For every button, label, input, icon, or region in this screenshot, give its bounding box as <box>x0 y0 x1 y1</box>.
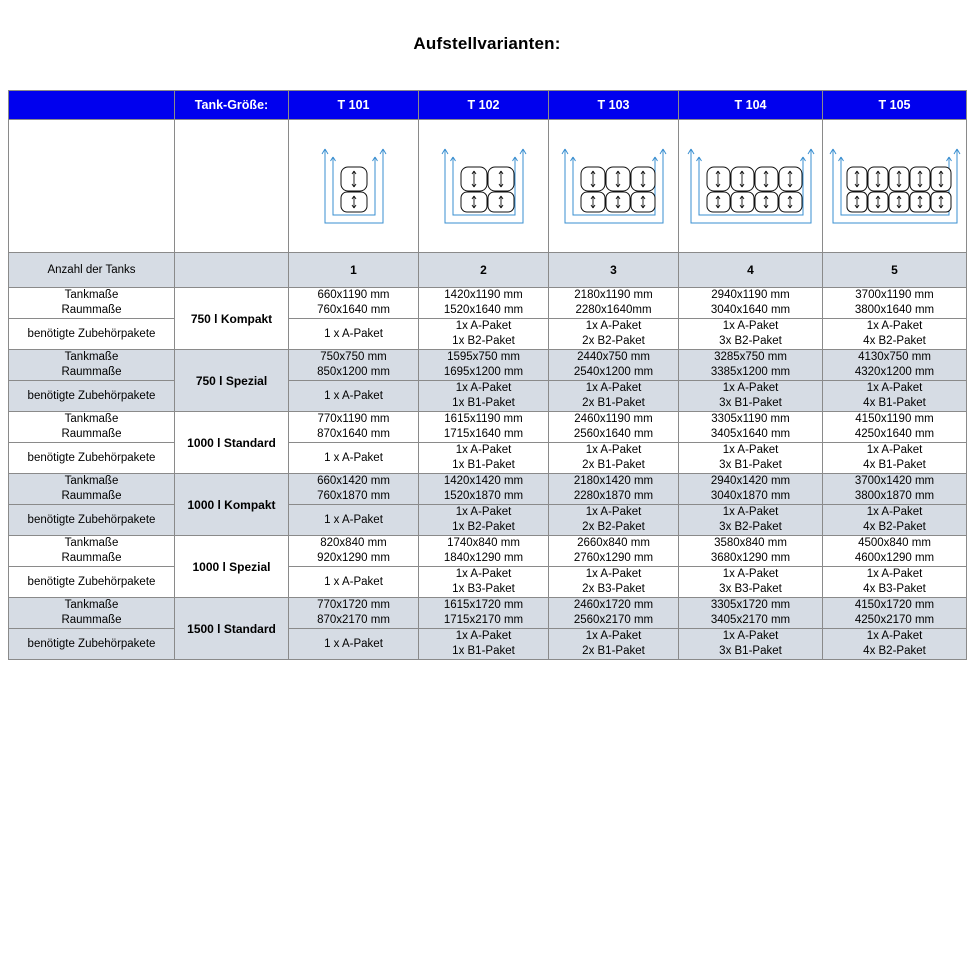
room-dim: 1520x1640 mm <box>443 304 524 316</box>
dim-cell-g4-c0 <box>289 536 419 567</box>
dim-cell-g1-c0 <box>289 350 419 381</box>
diagram-cell-t101 <box>289 120 419 253</box>
group-name-5: 1500 l Standard <box>175 598 289 660</box>
room-dim: 4600x1290 mm <box>854 552 935 564</box>
pkg-line2: 4x B2-Paket <box>863 645 926 657</box>
dim-cell-g3-c1 <box>419 474 549 505</box>
tank-dim: 3700x1190 mm <box>855 289 934 301</box>
dim-cell-g3-c2 <box>549 474 679 505</box>
pkg-cell-g3-c4 <box>823 505 967 536</box>
pkg-cell-g1-c3 <box>679 381 823 412</box>
pkg-cell-g1-c1 <box>419 381 549 412</box>
dim-cell-g0-c0 <box>289 288 419 319</box>
dim-cell-g2-c4 <box>823 412 967 443</box>
pkg-cell-g4-c2 <box>549 567 679 598</box>
tank-dim: 750x750 mm <box>320 351 387 363</box>
group-name-2: 1000 l Standard <box>175 412 289 474</box>
pkg-cell-g4-c4 <box>823 567 967 598</box>
pkg-line1: 1 x A-Paket <box>324 637 383 650</box>
tank-dim: 4130x750 mm <box>858 351 931 363</box>
dimensions-row-group1 <box>9 350 967 381</box>
tank-dim: 3305x1720 mm <box>710 599 791 611</box>
dim-cell-g5-c2 <box>549 598 679 629</box>
pkg-line1: 1x A-Paket <box>585 506 642 518</box>
pkg-cell-g2-c0 <box>289 443 419 474</box>
diagram-empty-cell-left <box>9 120 175 253</box>
pkg-cell-g3-c1 <box>419 505 549 536</box>
pkg-line1: 1x A-Paket <box>866 506 923 518</box>
tank-dim: 3580x840 mm <box>714 537 787 549</box>
pkg-line2: 4x B1-Paket <box>863 397 926 409</box>
tank-dim: 770x1720 mm <box>317 599 390 611</box>
tank-layout-diagram-4 <box>681 131 821 241</box>
row-label-packages-group4: benötigte Zubehörpakete <box>9 567 175 598</box>
dim-cell-g4-c2 <box>549 536 679 567</box>
tank-count-t102: 2 <box>419 253 549 288</box>
pkg-line1: 1 x A-Paket <box>324 451 383 464</box>
pkg-line2: 3x B1-Paket <box>719 459 782 471</box>
pkg-line1: 1 x A-Paket <box>324 389 383 402</box>
pkg-line2: 2x B2-Paket <box>582 521 645 533</box>
label-raummasse: Raummaße <box>61 614 122 626</box>
pkg-cell-g2-c3 <box>679 443 823 474</box>
group-name-3: 1000 l Kompakt <box>175 474 289 536</box>
pkg-line1: 1x A-Paket <box>455 506 512 518</box>
pkg-line1: 1x A-Paket <box>722 382 779 394</box>
packages-row-group4 <box>9 567 967 598</box>
tank-count-t104: 4 <box>679 253 823 288</box>
pkg-line1: 1x A-Paket <box>455 444 512 456</box>
dim-cell-g2-c3 <box>679 412 823 443</box>
room-dim: 2760x1290 mm <box>573 552 654 564</box>
packages-row-group2 <box>9 443 967 474</box>
tank-dim: 2180x1190 mm <box>574 289 653 301</box>
packages-row-group0 <box>9 319 967 350</box>
pkg-line1: 1x A-Paket <box>866 568 923 580</box>
dim-cell-g5-c0 <box>289 598 419 629</box>
table-header <box>9 91 967 120</box>
pkg-line1: 1x A-Paket <box>585 320 642 332</box>
diagram-cell-t103 <box>549 120 679 253</box>
pkg-line1: 1x A-Paket <box>722 506 779 518</box>
pkg-line2: 3x B1-Paket <box>719 645 782 657</box>
dim-cell-g5-c4 <box>823 598 967 629</box>
tank-dim: 2440x750 mm <box>577 351 650 363</box>
dim-cell-g0-c4 <box>823 288 967 319</box>
pkg-line2: 1x B1-Paket <box>452 459 515 471</box>
pkg-line1: 1x A-Paket <box>866 320 923 332</box>
pkg-line1: 1x A-Paket <box>722 630 779 642</box>
dim-cell-g4-c4 <box>823 536 967 567</box>
page-title: Aufstellvarianten: <box>413 34 561 53</box>
label-tankmasse: Tankmaße <box>64 599 119 611</box>
packages-row-group1 <box>9 381 967 412</box>
room-dim: 2280x1870 mm <box>573 490 654 502</box>
tank-dim: 770x1190 mm <box>317 413 390 425</box>
header-tank-size: Tank-Größe: <box>175 91 289 120</box>
diagram-cell-t105 <box>823 120 967 253</box>
dim-cell-g0-c2 <box>549 288 679 319</box>
pkg-line1: 1 x A-Paket <box>324 513 383 526</box>
pkg-line2: 3x B1-Paket <box>719 397 782 409</box>
pkg-line2: 1x B2-Paket <box>452 335 515 347</box>
diagram-cell-t104 <box>679 120 823 253</box>
pkg-cell-g5-c3 <box>679 629 823 660</box>
label-raummasse: Raummaße <box>61 366 122 378</box>
pkg-line1: 1x A-Paket <box>866 382 923 394</box>
tank-count-label: Anzahl der Tanks <box>9 253 175 288</box>
room-dim: 3680x1290 mm <box>710 552 791 564</box>
room-dim: 3385x1200 mm <box>710 366 791 378</box>
label-tankmasse: Tankmaße <box>64 289 119 301</box>
room-dim: 3800x1640 mm <box>854 304 935 316</box>
room-dim: 2540x1200 mm <box>573 366 654 378</box>
group-name-0: 750 l Kompakt <box>175 288 289 350</box>
header-column-t103: T 103 <box>549 91 679 120</box>
pkg-cell-g5-c2 <box>549 629 679 660</box>
label-tankmasse: Tankmaße <box>64 475 119 487</box>
pkg-line2: 1x B2-Paket <box>452 521 515 533</box>
pkg-cell-g3-c3 <box>679 505 823 536</box>
pkg-cell-g3-c0 <box>289 505 419 536</box>
room-dim: 870x1640 mm <box>317 428 390 440</box>
row-label-packages-group0: benötigte Zubehörpakete <box>9 319 175 350</box>
dim-cell-g3-c4 <box>823 474 967 505</box>
dim-cell-g2-c0 <box>289 412 419 443</box>
pkg-line2: 4x B2-Paket <box>863 521 926 533</box>
tank-layout-diagram-1 <box>295 131 413 241</box>
group-name-4: 1000 l Spezial <box>175 536 289 598</box>
table-body <box>9 120 967 660</box>
diagram-cell-t102 <box>419 120 549 253</box>
dimensions-row-group0 <box>9 288 967 319</box>
pkg-cell-g2-c4 <box>823 443 967 474</box>
room-dim: 1840x1290 mm <box>443 552 524 564</box>
tank-dim: 2940x1420 mm <box>710 475 791 487</box>
room-dim: 1695x1200 mm <box>443 366 524 378</box>
label-raummasse: Raummaße <box>61 490 122 502</box>
tank-dim: 4500x840 mm <box>858 537 931 549</box>
diagram-empty-cell-size <box>175 120 289 253</box>
room-dim: 4320x1200 mm <box>854 366 935 378</box>
room-dim: 3800x1870 mm <box>854 490 935 502</box>
dim-cell-g3-c0 <box>289 474 419 505</box>
tank-dim: 1615x1720 mm <box>443 599 524 611</box>
tank-dim: 660x1190 mm <box>317 289 390 301</box>
pkg-line2: 4x B2-Paket <box>863 335 926 347</box>
room-dim: 850x1200 mm <box>317 366 390 378</box>
row-label-dimensions-group5 <box>9 598 175 629</box>
dim-cell-g0-c1 <box>419 288 549 319</box>
pkg-line1: 1x A-Paket <box>585 444 642 456</box>
pkg-cell-g4-c1 <box>419 567 549 598</box>
pkg-line2: 2x B1-Paket <box>582 459 645 471</box>
tank-dim: 1740x840 mm <box>447 537 520 549</box>
header-row <box>9 91 967 120</box>
room-dim: 1520x1870 mm <box>443 490 524 502</box>
row-label-dimensions-group3 <box>9 474 175 505</box>
pkg-line1: 1 x A-Paket <box>324 327 383 340</box>
room-dim: 1715x2170 mm <box>443 614 524 626</box>
tank-count-size-blank <box>175 253 289 288</box>
dimensions-row-group4 <box>9 536 967 567</box>
tank-dim: 2460x1190 mm <box>574 413 653 425</box>
tank-count-t103: 3 <box>549 253 679 288</box>
room-dim: 4250x1640 mm <box>854 428 935 440</box>
row-label-packages-group3: benötigte Zubehörpakete <box>9 505 175 536</box>
dim-cell-g1-c1 <box>419 350 549 381</box>
pkg-line2: 2x B3-Paket <box>582 583 645 595</box>
diagram-row <box>9 120 967 253</box>
label-tankmasse: Tankmaße <box>64 413 119 425</box>
pkg-cell-g2-c2 <box>549 443 679 474</box>
pkg-cell-g4-c3 <box>679 567 823 598</box>
label-raummasse: Raummaße <box>61 304 122 316</box>
pkg-line1: 1x A-Paket <box>866 444 923 456</box>
row-label-dimensions-group4 <box>9 536 175 567</box>
room-dim: 1715x1640 mm <box>443 428 524 440</box>
room-dim: 2560x2170 mm <box>573 614 654 626</box>
pkg-line2: 2x B1-Paket <box>582 397 645 409</box>
pkg-line2: 3x B3-Paket <box>719 583 782 595</box>
dim-cell-g5-c1 <box>419 598 549 629</box>
dim-cell-g2-c2 <box>549 412 679 443</box>
tank-dim: 2940x1190 mm <box>711 289 790 301</box>
pkg-line2: 3x B2-Paket <box>719 335 782 347</box>
dim-cell-g4-c1 <box>419 536 549 567</box>
tank-dim: 1420x1420 mm <box>443 475 524 487</box>
room-dim: 2280x1640mm <box>575 304 652 316</box>
dim-cell-g0-c3 <box>679 288 823 319</box>
pkg-line1: 1x A-Paket <box>722 320 779 332</box>
packages-row-group3 <box>9 505 967 536</box>
pkg-cell-g1-c2 <box>549 381 679 412</box>
header-column-t105: T 105 <box>823 91 967 120</box>
pkg-line1: 1x A-Paket <box>585 382 642 394</box>
room-dim: 4250x2170 mm <box>854 614 935 626</box>
row-label-dimensions-group0 <box>9 288 175 319</box>
dim-cell-g1-c3 <box>679 350 823 381</box>
dimensions-row-group2 <box>9 412 967 443</box>
pkg-line2: 2x B2-Paket <box>582 335 645 347</box>
row-label-packages-group1: benötigte Zubehörpakete <box>9 381 175 412</box>
pkg-line1: 1x A-Paket <box>866 630 923 642</box>
dimensions-row-group3 <box>9 474 967 505</box>
pkg-line2: 4x B3-Paket <box>863 583 926 595</box>
tank-layout-diagram-2 <box>425 131 543 241</box>
row-label-packages-group2: benötigte Zubehörpakete <box>9 443 175 474</box>
pkg-line1: 1x A-Paket <box>455 320 512 332</box>
row-label-packages-group5: benötigte Zubehörpakete <box>9 629 175 660</box>
group-name-1: 750 l Spezial <box>175 350 289 412</box>
pkg-line2: 3x B2-Paket <box>719 521 782 533</box>
pkg-cell-g5-c0 <box>289 629 419 660</box>
tank-dim: 2180x1420 mm <box>573 475 654 487</box>
packages-row-group5 <box>9 629 967 660</box>
room-dim: 760x1640 mm <box>317 304 390 316</box>
room-dim: 3040x1870 mm <box>710 490 791 502</box>
tank-dim: 1420x1190 mm <box>444 289 523 301</box>
label-tankmasse: Tankmaße <box>64 351 119 363</box>
dim-cell-g2-c1 <box>419 412 549 443</box>
tank-dim: 4150x1190 mm <box>855 413 934 425</box>
tank-layout-diagram-5 <box>825 131 965 241</box>
dimensions-row-group5 <box>9 598 967 629</box>
label-raummasse: Raummaße <box>61 428 122 440</box>
pkg-cell-g0-c2 <box>549 319 679 350</box>
pkg-line2: 1x B3-Paket <box>452 583 515 595</box>
tank-dim: 3285x750 mm <box>714 351 787 363</box>
pkg-cell-g0-c4 <box>823 319 967 350</box>
tank-count-t105: 5 <box>823 253 967 288</box>
pkg-cell-g0-c3 <box>679 319 823 350</box>
room-dim: 870x2170 mm <box>317 614 390 626</box>
pkg-line1: 1x A-Paket <box>585 630 642 642</box>
tank-dim: 1615x1190 mm <box>444 413 523 425</box>
pkg-cell-g5-c1 <box>419 629 549 660</box>
pkg-line2: 1x B1-Paket <box>452 645 515 657</box>
tank-dim: 1595x750 mm <box>447 351 520 363</box>
pkg-cell-g1-c4 <box>823 381 967 412</box>
room-dim: 3405x2170 mm <box>710 614 791 626</box>
pkg-line1: 1x A-Paket <box>585 568 642 580</box>
aufstellvarianten-table <box>8 90 967 660</box>
pkg-cell-g4-c0 <box>289 567 419 598</box>
tank-count-row <box>9 253 967 288</box>
tank-layout-diagram-3 <box>551 131 677 241</box>
tank-dim: 3305x1190 mm <box>711 413 790 425</box>
tank-dim: 660x1420 mm <box>317 475 390 487</box>
pkg-line2: 1x B1-Paket <box>452 397 515 409</box>
pkg-line1: 1x A-Paket <box>455 568 512 580</box>
row-label-dimensions-group2 <box>9 412 175 443</box>
room-dim: 760x1870 mm <box>317 490 390 502</box>
dim-cell-g1-c4 <box>823 350 967 381</box>
label-raummasse: Raummaße <box>61 552 122 564</box>
room-dim: 3040x1640 mm <box>710 304 791 316</box>
dim-cell-g3-c3 <box>679 474 823 505</box>
tank-dim: 2460x1720 mm <box>573 599 654 611</box>
header-column-t101: T 101 <box>289 91 419 120</box>
tank-dim: 2660x840 mm <box>577 537 650 549</box>
tank-dim: 820x840 mm <box>320 537 387 549</box>
pkg-line1: 1x A-Paket <box>722 444 779 456</box>
pkg-line1: 1x A-Paket <box>722 568 779 580</box>
pkg-cell-g2-c1 <box>419 443 549 474</box>
pkg-line2: 2x B1-Paket <box>582 645 645 657</box>
header-column-t104: T 104 <box>679 91 823 120</box>
tank-dim: 3700x1420 mm <box>854 475 935 487</box>
tank-dim: 4150x1720 mm <box>854 599 935 611</box>
pkg-line1: 1x A-Paket <box>455 382 512 394</box>
tank-count-t101: 1 <box>289 253 419 288</box>
pkg-cell-g0-c0 <box>289 319 419 350</box>
pkg-cell-g5-c4 <box>823 629 967 660</box>
pkg-line1: 1x A-Paket <box>455 630 512 642</box>
pkg-line1: 1 x A-Paket <box>324 575 383 588</box>
header-blank <box>9 91 175 120</box>
pkg-cell-g3-c2 <box>549 505 679 536</box>
dim-cell-g1-c2 <box>549 350 679 381</box>
room-dim: 920x1290 mm <box>317 552 390 564</box>
pkg-cell-g0-c1 <box>419 319 549 350</box>
dim-cell-g4-c3 <box>679 536 823 567</box>
label-tankmasse: Tankmaße <box>64 537 119 549</box>
dim-cell-g5-c3 <box>679 598 823 629</box>
header-column-t102: T 102 <box>419 91 549 120</box>
row-label-dimensions-group1 <box>9 350 175 381</box>
pkg-line2: 4x B1-Paket <box>863 459 926 471</box>
pkg-cell-g1-c0 <box>289 381 419 412</box>
variants-table-container <box>8 90 966 660</box>
room-dim: 2560x1640 mm <box>573 428 654 440</box>
room-dim: 3405x1640 mm <box>710 428 791 440</box>
